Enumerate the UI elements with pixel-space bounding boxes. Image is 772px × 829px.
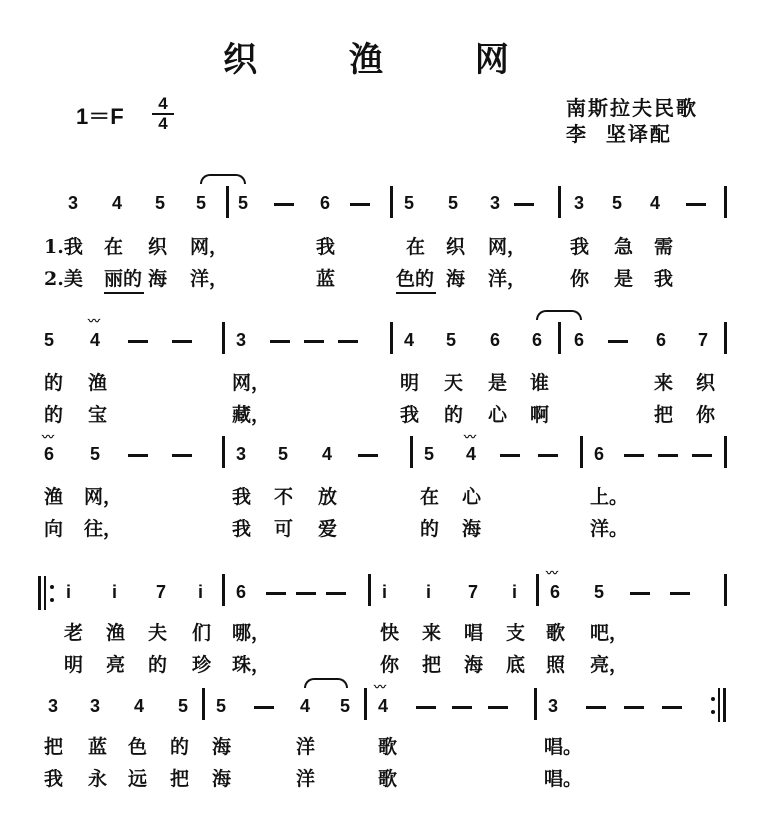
hold-dash [500,454,520,457]
lyric: 网， [488,236,527,258]
lyric: 蓝 [316,268,336,290]
mordent-mark: 〰 [546,566,559,580]
lyric: 的 [420,518,440,540]
hold-dash [172,454,192,457]
note: 5 [44,330,55,350]
note: 4 [378,696,389,716]
lyric: 往， [84,518,123,540]
lyric: 放 [318,486,338,508]
lyric: 你 [696,404,716,426]
meter-top: 4 [158,94,168,113]
lyric: 色 [128,736,148,758]
barline [558,322,561,354]
lyric: 唱。 [544,736,583,758]
note: 3 [548,696,559,716]
slur-underline [396,292,436,294]
lyric: 网， [232,372,271,394]
hold-dash [416,706,436,709]
note: 3 [574,193,585,213]
repeat-start-thin [44,576,46,610]
lyric: 渔 [44,486,64,508]
note: 4 [404,330,415,350]
lyric: 夫 [148,622,168,644]
lyric: 明 [64,654,84,676]
note: 7 [698,330,709,350]
lyric: 谁 [530,372,550,394]
lyric: 唱。 [544,768,583,790]
lyric: 1.我 [44,236,83,258]
lyric: 渔 [88,372,108,394]
barline [222,322,225,354]
lyric: 上。 [590,486,629,508]
note: 5 [404,193,415,213]
mordent-mark: 〰 [374,680,387,694]
hold-dash [266,592,286,595]
lyric: 织 [696,372,716,394]
key-signature: 1＝F [76,104,124,129]
lyric: 们 [192,622,212,644]
lyric: 的 [444,404,464,426]
note: 5 [594,582,605,602]
hold-dash [274,203,294,206]
note: 5 [238,193,249,213]
lyric: 把 [170,768,190,790]
lyric: 珠， [232,654,271,676]
repeat-end-thin [718,688,720,722]
note: 6 [44,444,55,464]
note: 5 [340,696,351,716]
lyric: 把 [422,654,442,676]
lyric: 是 [614,268,634,290]
lyric: 的 [44,372,64,394]
mordent-mark: 〰 [88,314,101,328]
lyric: 向 [44,518,64,540]
barline [724,322,727,354]
hold-dash [624,706,644,709]
note: 5 [155,193,166,213]
lyric: 我 [400,404,420,426]
note: 3 [236,330,247,350]
hold-dash [608,340,628,343]
lyric: 织 [148,236,168,258]
lyric: 照 [546,654,566,676]
lyric: 渔 [106,622,126,644]
lyric: 把 [44,736,64,758]
note: 5 [90,444,101,464]
lyric: 亮， [590,654,629,676]
lyric: 唱 [464,622,484,644]
note: 6 [320,193,331,213]
note: 6 [656,330,667,350]
lyric: 丽的 [104,268,143,290]
lyric: 快 [380,622,400,644]
lyric: 珍 [192,654,212,676]
note: i [198,582,204,602]
lyric: 我 [570,236,590,258]
lyric: 海 [212,736,232,758]
repeat-start-thick [38,576,41,610]
hold-dash [338,340,358,343]
tie-arc [200,174,246,184]
lyric: 需 [654,236,674,258]
hold-dash [452,706,472,709]
hold-dash [624,454,644,457]
lyric: 来 [422,622,442,644]
note: 4 [134,696,145,716]
hold-dash [586,706,606,709]
lyric: 2.美 [44,268,83,290]
lyric: 在 [104,236,124,258]
barline [226,186,229,218]
lyric: 在 [406,236,426,258]
lyric: 网， [190,236,229,258]
tie-arc [304,678,348,688]
barline [390,186,393,218]
lyric: 藏， [232,404,271,426]
note: 5 [196,193,207,213]
hold-dash [686,203,706,206]
barline [390,322,393,354]
note: 6 [550,582,561,602]
lyric: 哪， [232,622,271,644]
lyric: 明 [400,372,420,394]
note: 4 [300,696,311,716]
barline [202,688,205,720]
lyric: 可 [274,518,294,540]
lyric: 洋 [296,736,316,758]
hold-dash [358,454,378,457]
lyric: 爱 [318,518,338,540]
barline [558,186,561,218]
mordent-mark: 〰 [42,430,55,444]
hold-dash [270,340,290,343]
lyric: 我 [654,268,674,290]
barline [580,436,583,468]
time-signature [152,96,174,132]
note: 3 [48,696,59,716]
lyric: 天 [444,372,464,394]
hold-dash [296,592,316,595]
note: 6 [574,330,585,350]
note: 6 [490,330,501,350]
note: 3 [236,444,247,464]
lyric: 色的 [396,268,435,290]
lyric: 啊 [530,404,550,426]
lyric: 的 [148,654,168,676]
note: 5 [612,193,623,213]
lyric: 的 [44,404,64,426]
lyric: 织 [446,236,466,258]
barline [222,574,225,606]
lyric: 吧， [590,622,629,644]
slur-underline [104,292,144,294]
note: 5 [178,696,189,716]
hold-dash [128,340,148,343]
note: 5 [446,330,457,350]
repeat-dot [711,697,715,701]
lyric: 急 [614,236,634,258]
lyric: 来 [654,372,674,394]
lyric: 洋。 [590,518,629,540]
tie-arc [536,310,582,320]
note: i [382,582,388,602]
lyric: 老 [64,622,84,644]
hold-dash [662,706,682,709]
repeat-dot [50,585,54,589]
lyric: 不 [274,486,294,508]
lyric: 我 [232,518,252,540]
lyric: 海 [148,268,168,290]
lyric: 支 [506,622,526,644]
lyric: 蓝 [88,736,108,758]
repeat-dot [50,598,54,602]
note: i [426,582,432,602]
note: 4 [650,193,661,213]
origin-credit: 南斯拉夫民歌 [566,96,698,120]
lyric: 你 [380,654,400,676]
hold-dash [254,706,274,709]
barline [724,186,727,218]
lyric: 我 [44,768,64,790]
note: 3 [90,696,101,716]
meter-bottom: 4 [158,114,168,133]
lyric: 我 [316,236,336,258]
barline [364,688,367,720]
note: 5 [424,444,435,464]
note: 5 [448,193,459,213]
hold-dash [538,454,558,457]
note: 3 [490,193,501,213]
hold-dash [670,592,690,595]
lyric: 洋 [296,768,316,790]
song-title: 织 渔 网 [223,40,549,80]
barline [222,436,225,468]
note: i [66,582,72,602]
note: 4 [112,193,123,213]
lyric: 网， [84,486,123,508]
lyric: 海 [464,654,484,676]
lyric: 在 [420,486,440,508]
lyric: 海 [446,268,466,290]
lyric: 歌 [378,736,398,758]
translator-credit: 李 坚译配 [566,122,672,146]
mordent-mark: 〰 [464,430,477,444]
lyric: 你 [570,268,590,290]
hold-dash [128,454,148,457]
hold-dash [350,203,370,206]
note: 4 [322,444,333,464]
lyric: 我 [232,486,252,508]
lyric: 心 [462,486,482,508]
hold-dash [172,340,192,343]
lyric: 海 [212,768,232,790]
repeat-dot [711,710,715,714]
lyric: 洋， [488,268,527,290]
hold-dash [326,592,346,595]
lyric: 把 [654,404,674,426]
lyric: 歌 [378,768,398,790]
lyric: 海 [462,518,482,540]
hold-dash [488,706,508,709]
note: 5 [216,696,227,716]
barline [724,436,727,468]
note: i [112,582,118,602]
lyric: 永 [88,768,108,790]
hold-dash [304,340,324,343]
note: 6 [236,582,247,602]
hold-dash [658,454,678,457]
note: 6 [594,444,605,464]
note: 7 [156,582,167,602]
hold-dash [692,454,712,457]
note: 6 [532,330,543,350]
lyric: 洋， [190,268,229,290]
note: 3 [68,193,79,213]
note: 4 [90,330,101,350]
lyric: 歌 [546,622,566,644]
barline [724,574,727,606]
lyric: 宝 [88,404,108,426]
note: i [512,582,518,602]
note: 5 [278,444,289,464]
lyric: 心 [488,404,508,426]
hold-dash [630,592,650,595]
note: 7 [468,582,479,602]
repeat-end-thick [723,688,726,722]
lyric: 亮 [106,654,126,676]
lyric: 是 [488,372,508,394]
note: 4 [466,444,477,464]
barline [410,436,413,468]
hold-dash [514,203,534,206]
lyric: 远 [128,768,148,790]
lyric: 的 [170,736,190,758]
barline [536,574,539,606]
lyric: 底 [506,654,526,676]
barline [534,688,537,720]
barline [368,574,371,606]
